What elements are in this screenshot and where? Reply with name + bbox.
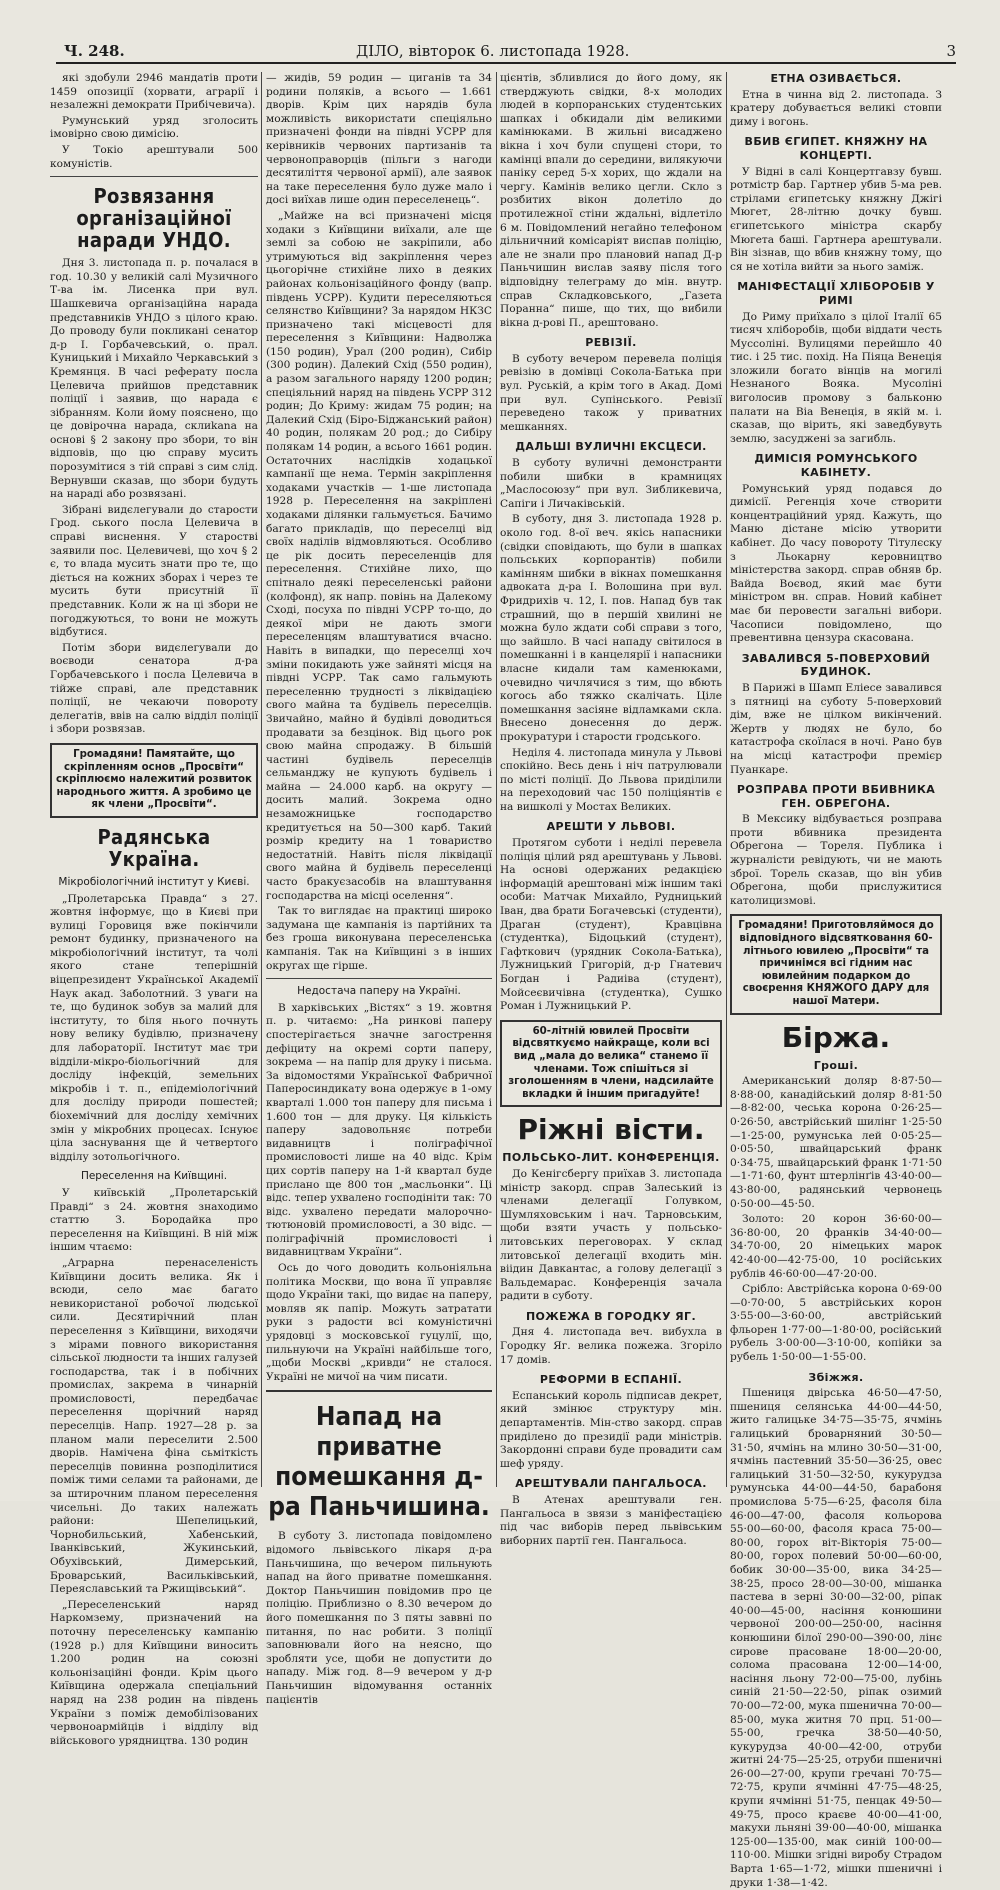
paragraph: В суботу, дня 3. листопада 1928 р. около год. 8-ої веч. якісь напасники (свідки сповідають, що були в шапках польських корпорантів) побили камінням шибки в вікнах помешкання адвоката д-ра І. Волошина при вул. Фридрихів ч. 12, І. пов. Напад був так страшний, що в першій хвилині не можна було ждати собі справи з того, що зайшло. В часі нападу світилося в помешканні і в канцелярії і напасники власне кидали там каменюками, очевидно чичлячися з тим, що вбють когось або тяжко скалічать. Ціле помешкання засіяне відламками скла. Внесено донесення до держ. прокуратури і старости гродського.	[500, 513, 722, 743]
paragraph: Румунський уряд зголосить імовірно свою димісію.	[50, 114, 258, 141]
column-divider	[261, 72, 262, 1487]
separator	[50, 176, 258, 177]
article-title-etna: ЕТНА ОЗИВАЄТЬСЯ.	[770, 72, 902, 85]
paragraph: Пшениця двірська 46·50—47·50, пшениця селянська 44·00—44·50, жито галицьке 34·75—35·75, ячмінь галицький броварняний 30·50—31·50, ячмінь на млино 30·50—31·00, ячмінь пастевний 35·50—36·25, овес галицький 31·50—32·50, кукурудза румунська 44·00—44·50, барабоня промислова 5·75—6·25, фасоля біла 46·00—47·00, фасоля кольорова 55·00—60·00, фасоля краса 75·00—80·00, горох віт-Вікторія 75·00—80·00, горох полевий 50·00—60·00, бобик 30·00—35·00, вика 34·25—38·25, просо 28·00—30·00, мішанка пастева в зерні 30·00—32·00, ріпак 40·00—45·00, насіння конюшини червоної 200·00—250·00, насіння конюшини білої 290·00—390·00, лінє сирове прасоване 18·00—20·00, солома прасована 12·00—14·00, насіння льону 72·00—75·00, лубінь синій 21·50—22·50, ріпак озимий 70·00—72·00, мука пшенична 70·00—85·00, мука житня 70 прц. 51·00—55·00, гречка 38·50—40·50, кукурудза 40·00—42·00, отруби житні 24·75—25·25, отруби пшеничні 26·00—27·00, крупи гречані 70·75—72·75, крупи ячмінні 47·75—48·25, крупи ячмінні 51·75, пенцак 49·50—49·75, просо краєве 40·00—41·00, макухи льняні 39·00—40·00, мішанка 125·00—135·00, мак синій 100·00—110·00. Мішки згідні виробу Страдом Варта 1·65—1·72, мішки пшеничні і друки 1·38—1·42.	[730, 1387, 942, 1889]
issue-number: Ч. 248.	[64, 42, 125, 60]
article-title-rome: МАНІФЕСТАЦІЇ ХЛІБОРОБІВ У РИМІ	[737, 280, 935, 307]
article-title-egypt: ВБИВ ЄГИПЕТ. КНЯЖНУ НА КОНЦЕРТІ.	[744, 135, 928, 162]
paragraph: Неділя 4. листопада минула у Львові спокійно. Весь день і ніч патрулювали по місті поліції. До Львова приділили на переходовий час 150 поліціянтів є на вишколі у Мостах Великих.	[500, 746, 722, 813]
paragraph: У Відні в салі Концертгавзу бувш. ротмістр бар. Гартнер убив 5-ма рев. стрілами єгипетську княжну Джігі Мюгет, 28-літню дочку бувш. єгипетського міністра скарбу Мюгета баші. Гартнера арештували. Він зізнав, що вбив княжну тому, що ся не хотіла вийти за нього заміж.	[730, 165, 942, 273]
paragraph: В харківських „Вістях“ з 19. жовтня п. р. читаємо: „На ринкові паперу спостерігається значне загострення дефіциту на окремі сорти паперу, зокрема — на папір для друку і письма. За відомостями Української Фабричної Паперосиндикату вона одержує в 1-ому кварталі 1.000 тон паперу для письма і 1.600 тон — для друку. Ця кількість паперу задовольняє потреби видавництв і поліграфічної промисловості лише на 40 відс. Крім цих сортів паперу на 1-й квартал буде прислано ще 800 тон „масльонки“. Ці відс. тепер ухвалено господініти так: 70 відс. ухвалено передати малорочно-тютюновій промисловості, а 30 відс. — поліграфічній промисловості і видавництвам України“.	[266, 1001, 492, 1259]
article-title-arrests: АРЕШТИ У ЛЬВОВІ.	[546, 820, 676, 834]
gift-notice: Громадяни! Приготовляймося до відповідного відсвятковання 60-літнього ювилею „Просвіти“ та причинімся всі гідним нас ювилейним подарком до своєрення КНЯЖОГО ДАРУ для нашої Матери.	[730, 914, 942, 1014]
column-3	[500, 72, 722, 1547]
paragraph: В Атенах арештували ген. Пангальоса в звязи з маніфестацією під час виборів перед львівським виборних партії ген. Пангальоса.	[500, 1494, 722, 1547]
subtitle-money: Гроші.	[813, 1058, 859, 1072]
paragraph: Дня 3. листопада п. р. почалася в год. 10.30 у великій салі Музичного Т-ва ім. Лисенка при вул. Шашкевича організаційна нарада представників УНДО з цілого краю. До проводу були покликані сенатор д-р І. Горбачевський, о. прал. Куницький і Михайло Черкавський з Кремянця. В часі реферату посла Целевича прийшов представник поліції і заявив, що нарада є зібранням. Коли йому пояснено, що це довірочна нарада, склиkana на основі § 2 закону про збори, то він відповів, що цю справу мусить порозумітися з тій справі з сим слід. Вернувши сказав, що збори будуть на нараді або розвязані.	[50, 257, 258, 501]
article-title-revisions: РЕВІЗІЇ.	[585, 336, 637, 350]
article-title-excesses: ДАЛЬШІ ВУЛИЧНІ ЕКСЦЕСИ.	[515, 440, 707, 454]
article-title-conference: ПОЛЬСЬКО-ЛИТ. КОНФЕРЕНЦІЯ.	[502, 1151, 720, 1165]
masthead-rule	[56, 62, 956, 64]
prosvita-notice: Громадяни! Памятайте, що скріпленням основ „Просвіти“ скріплюємо належитий розвиток народнього життя. А зробимо це як члени „Просвіти“.	[50, 743, 258, 818]
paragraph: Зібрані видєлегували до старости Грод. ського посла Целевича в справі виснення. У старостві заявили пос. Целевичеві, що хоч § 2 є, то влада мусить знати про те, що діється на кожних зборах і через те мусить бути присутній її представник. Коли ж на ці збори не погоджуються, то вони не можуть відбутися.	[50, 503, 258, 639]
article-title-undo: Розвязання організаційної наради УНДО.	[76, 184, 232, 253]
masthead-title: ДІЛО, вівторок 6. листопада 1928.	[356, 42, 630, 60]
article-title-obregon: РОЗПРАВА ПРОТИ ВБИВНИКА ГЕН. ОБРЕГОНА.	[736, 783, 936, 810]
paragraph: Потім збори видєлегували до воєводи сенатора д-ра Горбачевського і посла Целевича в тійже справі, але представник поліції, не чекаючи повороту делегатів, ввів на салю відділ поліції і збори розвязав.	[50, 641, 258, 736]
column-divider	[726, 72, 727, 1487]
column-2	[266, 72, 492, 1706]
column-1	[50, 72, 258, 1747]
paragraph: Протягом суботи і неділі перевела поліція цілий ряд арештувань у Львові. На основі одержаних редакцією інформацій арештовані між іншим такі особи: Матчак Михайло, Рудницький Іван, два брати Богачевські (студенти), Драган (студент), Кравцівна (студентка), Бідоцький (студент), Гафткович (урядник Сокола-Батька), Лужницький Григорій, д-р Гнатевич Богдан і Радиіва (студент), Мойсеєвичівна (студентка), Сушко Роман і Лужницький Р.	[500, 837, 722, 1013]
paragraph: „Переселенський наряд Наркомзему, призначений на поточну переселенську кампанію (1928 р.) для Київщини виносить 1.200 родин на союзні кольонізаційні фонди. Крім цього Київщина одержала спеціальний наряд на 238 родин на південь України з поміж демобілізованих червоноармійців і відділу від військового урядництва. 130 родин	[50, 1598, 258, 1747]
paragraph: У Токіо арештували 500 комуністів.	[50, 143, 258, 170]
paragraph: В суботу вуличні демонстранти побили шибки в крамницях „Маслосоюзу“ при вул. Зибликевича, Сапіги і Личаківській.	[500, 457, 722, 510]
paragraph: До Кенігсбергу приїхав 3. листопада міністр закорд. справ Залеський із членами делегації Голувком, Шумляховським і нач. Тарновським, щоби взяти участь у польсько-литовських переговорах. У склад литовської делегації входить мін. віідин Давкантас, а голову делегації з Вальдемарас. Конференція зачала радити в суботу.	[500, 1167, 722, 1303]
paragraph: Дня 4. листопада веч. вибухла в Городку Яг. велика пожежа. Згоріло 17 домів.	[500, 1326, 722, 1366]
separator	[266, 978, 492, 979]
paragraph: В суботу вечером перевела поліція ревізію в домівці Сокола-Батька при вул. Руській, а крім того в Акад. Домі при вул. Супінського. Ревізії переведено також у приватних мешканнях.	[500, 352, 722, 433]
paragraph: Еспанський король підписав декрет, який змінює структуру мін. департаментів. Мін-ство закорд. справ приділено до президії ради міністрів. Закордонні справи буде провадити сам шеф уряду.	[500, 1389, 722, 1470]
paragraph: цієнтів, збливлися до його дому, як стверджують свідки, 8-х молодих людей в корпоранських студентських шапках і обкидали дім великими камінюками. В жильні висаджено вікна і хоч були спущені стори, то камінці впали до середини, вилякуючи паніку серед 5-х хорих, що ждали на чергу. Камінів велико цегли. Скло з розбитих вікон долетіло до протилежної стіни ждальні, відлетіло 6 м. Повідомлений негайно телефоном дільничний комісаріят виспав поліцію, але не знали про плановий напад Д-р Паньчишин вислав заяву після того відповідну телеграму до мін. внутр. справ Складковського, „Газета Поранна“ пише, що тих, що вибили вікна д-рові П., арештовано.	[500, 72, 722, 329]
paragraph: — жидів, 59 родин — циганів та 34 родини поляків, а всього — 1.661 дворів. Крім цих нарядів була можливість використати спеціяльно призначені фонди на півдні УСРР для керівників червоних партизанів та червоноправорців (пільги з нагоди десятиліття червоної армії), але заявок на таке переселення було дуже мало і досі виїхав лише один переселенець“.	[266, 72, 492, 207]
paragraph: Етна в чинна від 2. листопада. З кратеру добувається великі стовпи диму і вогонь.	[730, 88, 942, 128]
separator	[266, 1390, 492, 1392]
column-divider	[496, 72, 497, 1487]
paragraph: У київській „Пролетарській Правді“ з 24. жовтня знаходимо статтю З. Бородайка про переселення на Київщині. В ній між іншим чтаємо:	[50, 1186, 258, 1254]
paragraph: „Майже на всі призначені місця ходаки з Київщини виїхали, але ще землі за собою не закріпили, або утримуються від закріплення через цьогорічне стихійне лихо в деяких районах кольонізаційного фонду (вапр. південь УСРР). Кудити переселяються селянство Київщини? За нарядом НКЗС призначено такі місцевості для переселення з Київщини: Надволжа (150 родин), Урал (200 родин), Сибір (300 родин). Далекий Схід (550 родин), а разом загального наряду 1200 родин; спеціяльний наряд на південь УСРР 312 родин; До Криму: жидам 75 родин; на Далекий Схід (Біро-Біджанський район) 40 родин, полякам 20 род.; до Сибіру полякам 14 родин, а всього 1661 родин. Остаточних наслідків ходацької кампанії ще нема. Термін закріплення ходаками участків — 1-ше листопада 1928 р. Переселення на закріплені ходаками ділянки гальмується. Бачимо багато прикладів, що переселці від своїх наділів відмовляються. Особливо це рік досить переселенців для переселення. Стихійне лихо, що спітнало деякі переселенські райони (колфонд), як напр. повінь на Далекому Сході, посуха по півдні УСРР то-що, до деякої міри не дають змоги переселенцям влаштуватися вчасно. Навіть в випадки, що переселці хоч зміни покидають уже зайняті місця на півдні УСРР. Так само гальмують переселенню трудності з ліквідацією свого майна та будівель переселців. Звичайно, майно й будівлі доводиться продавати за безцінок. Від цього рок свою майна спродажу. В більшій частині будівель переселців сельманджу не купують будівель і майна — 24.000 карб. на округу — досить малий. Зокрема одно незаможницьке господарство кредитується на 50—300 карб. Такий розмір кредиту на 1 товариство недостатній. Навіть після ліквідації свого майна й будівель переселенці часто бракуєзасобів на влаштування господарства на місці оселення“.	[266, 209, 492, 902]
section-title-various-news: Ріжні вісти.	[517, 1113, 705, 1147]
article-title-spain: РЕФОРМИ В ЕСПАНІЇ.	[539, 1373, 683, 1387]
article-title-pangalos: АРЕШТУВАЛИ ПАНГАЛЬОСА.	[515, 1477, 707, 1491]
paragraph: Срібло: Австрійська корона 0·69·00—0·70·00, 5 австрійських корон 3·55·00—3·60·00, австрійський фльорен 1·77·00—1·80·00, російський рубель 3·00·00—3·10·00, копійки за рубель 1·50·00—1·55·00.	[730, 1283, 942, 1364]
column-4	[730, 72, 942, 1889]
masthead	[56, 40, 956, 66]
subtitle-resettlement: Переселення на Київщині.	[80, 1170, 228, 1183]
subtitle-microbiology: Мікробіологічний інститут у Києві.	[58, 875, 250, 888]
section-title-exchange: Біржа.	[781, 1020, 891, 1054]
article-title-romania: ДИМІСІЯ РОМУНСЬКОГО КАБІНЕТУ.	[754, 452, 918, 480]
article-title-collapse: ЗАВАЛИВСЯ 5-ПОВЕРХОВИЙ БУДИНОК.	[741, 651, 931, 679]
article-title-attack: Напад на приватне помешкання д-ра Паньчишина.	[268, 1402, 490, 1523]
paragraph: „Пролетарська Правда“ з 27. жовтня інформує, що в Києві при вулиці Горовиця вже покінчили ремонт будинку, призначеного на мікробіологічний інститут, та чолі якого стане теперішній віцепрезидент Української Академії Наук акад. Заболотний. З уваги на те, що будинок зобув за малий для інституту, то біля нього почнуть нову велику будівлю, призначену для лабораторії. Інститут має три відділи-мікро-біольогічний для досліду інфекцій, земельних мікробів і т. п., епідеміологічний для досліду природи пошестей; біохемічний для досліду хемічних змін у мікробних процесах. Існуює ціла заснування ще й четвертого відділу зотольогічного.	[50, 892, 258, 1163]
article-title-radianska: Радянська Україна.	[97, 824, 211, 871]
subtitle-grain: Збіжжя.	[808, 1370, 864, 1384]
paragraph: які здобули 2946 мандатів проти 1459 опозиції (хорвати, аграрії і незалежні демократи Прибічевича).	[50, 72, 258, 112]
paragraph: Золото: 20 корон 36·60·00—36·80·00, 20 франків 34·40·00—34·70·00, 20 німецьких марок 42·40·00—42·75·00, 10 російських рублів 46·60·00—47·20·00.	[730, 1213, 942, 1280]
article-title-fire: ПОЖЕЖА В ГОРОДКУ ЯГ.	[525, 1309, 697, 1323]
paragraph: В Парижі в Шамп Еліесе завалився з пятниці на суботу 5-поверховий дім, вже не цілком викінчений. Жертв у людях не було, бо катастрофа скоїлася в ночі. Рано був на місці катастрофи премієр Пуанкаре.	[730, 681, 942, 776]
page-number: 3	[946, 42, 956, 60]
paragraph: До Риму приїхало з цілої Італії 65 тисяч хліборобів, щоби віддати честь Муссоліні. Вулицями перейшло 40 тис. і 25 тис. похід. На Піяца Венеція зложили богато вінців на могилі Незнаного Вояка. Мусоліні виголосив промову з бальконю палати на Віа Венеція, в якій м. і. сказав, що вірить, які заведбувуть землю, засуджені за загибль.	[730, 310, 942, 445]
paragraph: Ромунський уряд подався до димісії. Регенція хоче створити концентраційний уряд. Кажуть, що Маню дістане місію утворити кабінет. До часу повороту Тітулєску з Льокарну керовництво міністерства закорд. справ обняв бр. Вайда Воєвод, який має бути міністром вн. справ. Новий кабінет має би перовести загальні вибори. Часописи повідомлено, що превентивна цензура скасована.	[730, 482, 942, 645]
paragraph: В Мексику відбувається розправа проти вбивника президента Обрегона — Тореля. Публика і журналісти ревідують, чи не мають зброї. Торель сказав, що він убив Обрегона, щоби прислужитися католицизмові.	[730, 813, 942, 907]
paragraph: „Аграрна перенаселеність Київщини досить велика. Як і всюди, село має багато невикористаної робочої людської сили. Десятирічний план переселення з Київщини, виходячи з мірами повного використання сільської людности та інших галузей господарства, так і в побічних промислах, закрема в чинарній промисловості, передбачає переселення щорічний наряд переселців. Напр. 1927—28 р. за планом мали переселити 2.500 дворів. Намічена фіна сьміткість переселців повинна розподілитися поміж тими селами та районами, де за штирочним планом переселення чисельні. До таких належать райони: Шепелицький, Чорнобильський, Хабенський, Іванківський, Жукинський, Обухівський, Димерський, Броварський, Васильківський, Переяславський та Ржищівський“.	[50, 1256, 258, 1596]
jubilee-notice: 60-літній ювилей Просвіти відсвяткуємо найкраще, коли всі вид „мала до велика“ станемо її членами. Тож спішіться зі зголошенням в члени, надсилайте вкладки й іншим пригадуйте!	[500, 1020, 722, 1108]
paragraph: Так то виглядає на практиці широко задумана ще кампанія із партійних та без гроша виконувана переселенська кампанія. Так на Київщині з в інших округах ще гірше.	[266, 905, 492, 972]
article-title-paper: Недостача паперу на Україні.	[297, 985, 461, 998]
paragraph: Ось до чого доводить кольоніяльна політика Москви, що вона її управляє щодо України такі, що видає на паперу, мовляв як папір. Можуть затратати руки з радости всі комуністичні урядовці з московської гуцулії, що, пильнуючи на Україні найбільше того, „щоби Москві „кривди“ не сталося. Україні не мичої на чим писати.	[266, 1262, 492, 1383]
paragraph: В суботу 3. листопада повідомлено відомого львівського лікаря д-ра Паньчишина, що вечером пильнують напад на його приватне помешкання. Доктор Паньчишин повідомив про це поліцію. Приблизно о 8.30 вечером до його помешкання по 3 пяты заввні по питання, по нас робити. З поліції заповнювали його на неясно, що зробляти усе, щоби не допустити до нападу. Між год. 8—9 вечером у д-р Паньчишин відомування останніх пацієнтів	[266, 1530, 492, 1706]
paragraph: Американський доляр 8·87·50—8·88·00, канадійський доляр 8·81·50—8·82·00, чеська корона 0·26·25—0·26·50, австрійський шилінг 1·25·50—1·25·00, румунська лей 0·05·25—0·05·50, швайцарський франк 0·34·75, швайцарський франк 1·71·50—1·71·60, фунт штерлінґів 43·40·00—43·80·00, радянський червонець 0·50·00—45·50.	[730, 1075, 942, 1210]
